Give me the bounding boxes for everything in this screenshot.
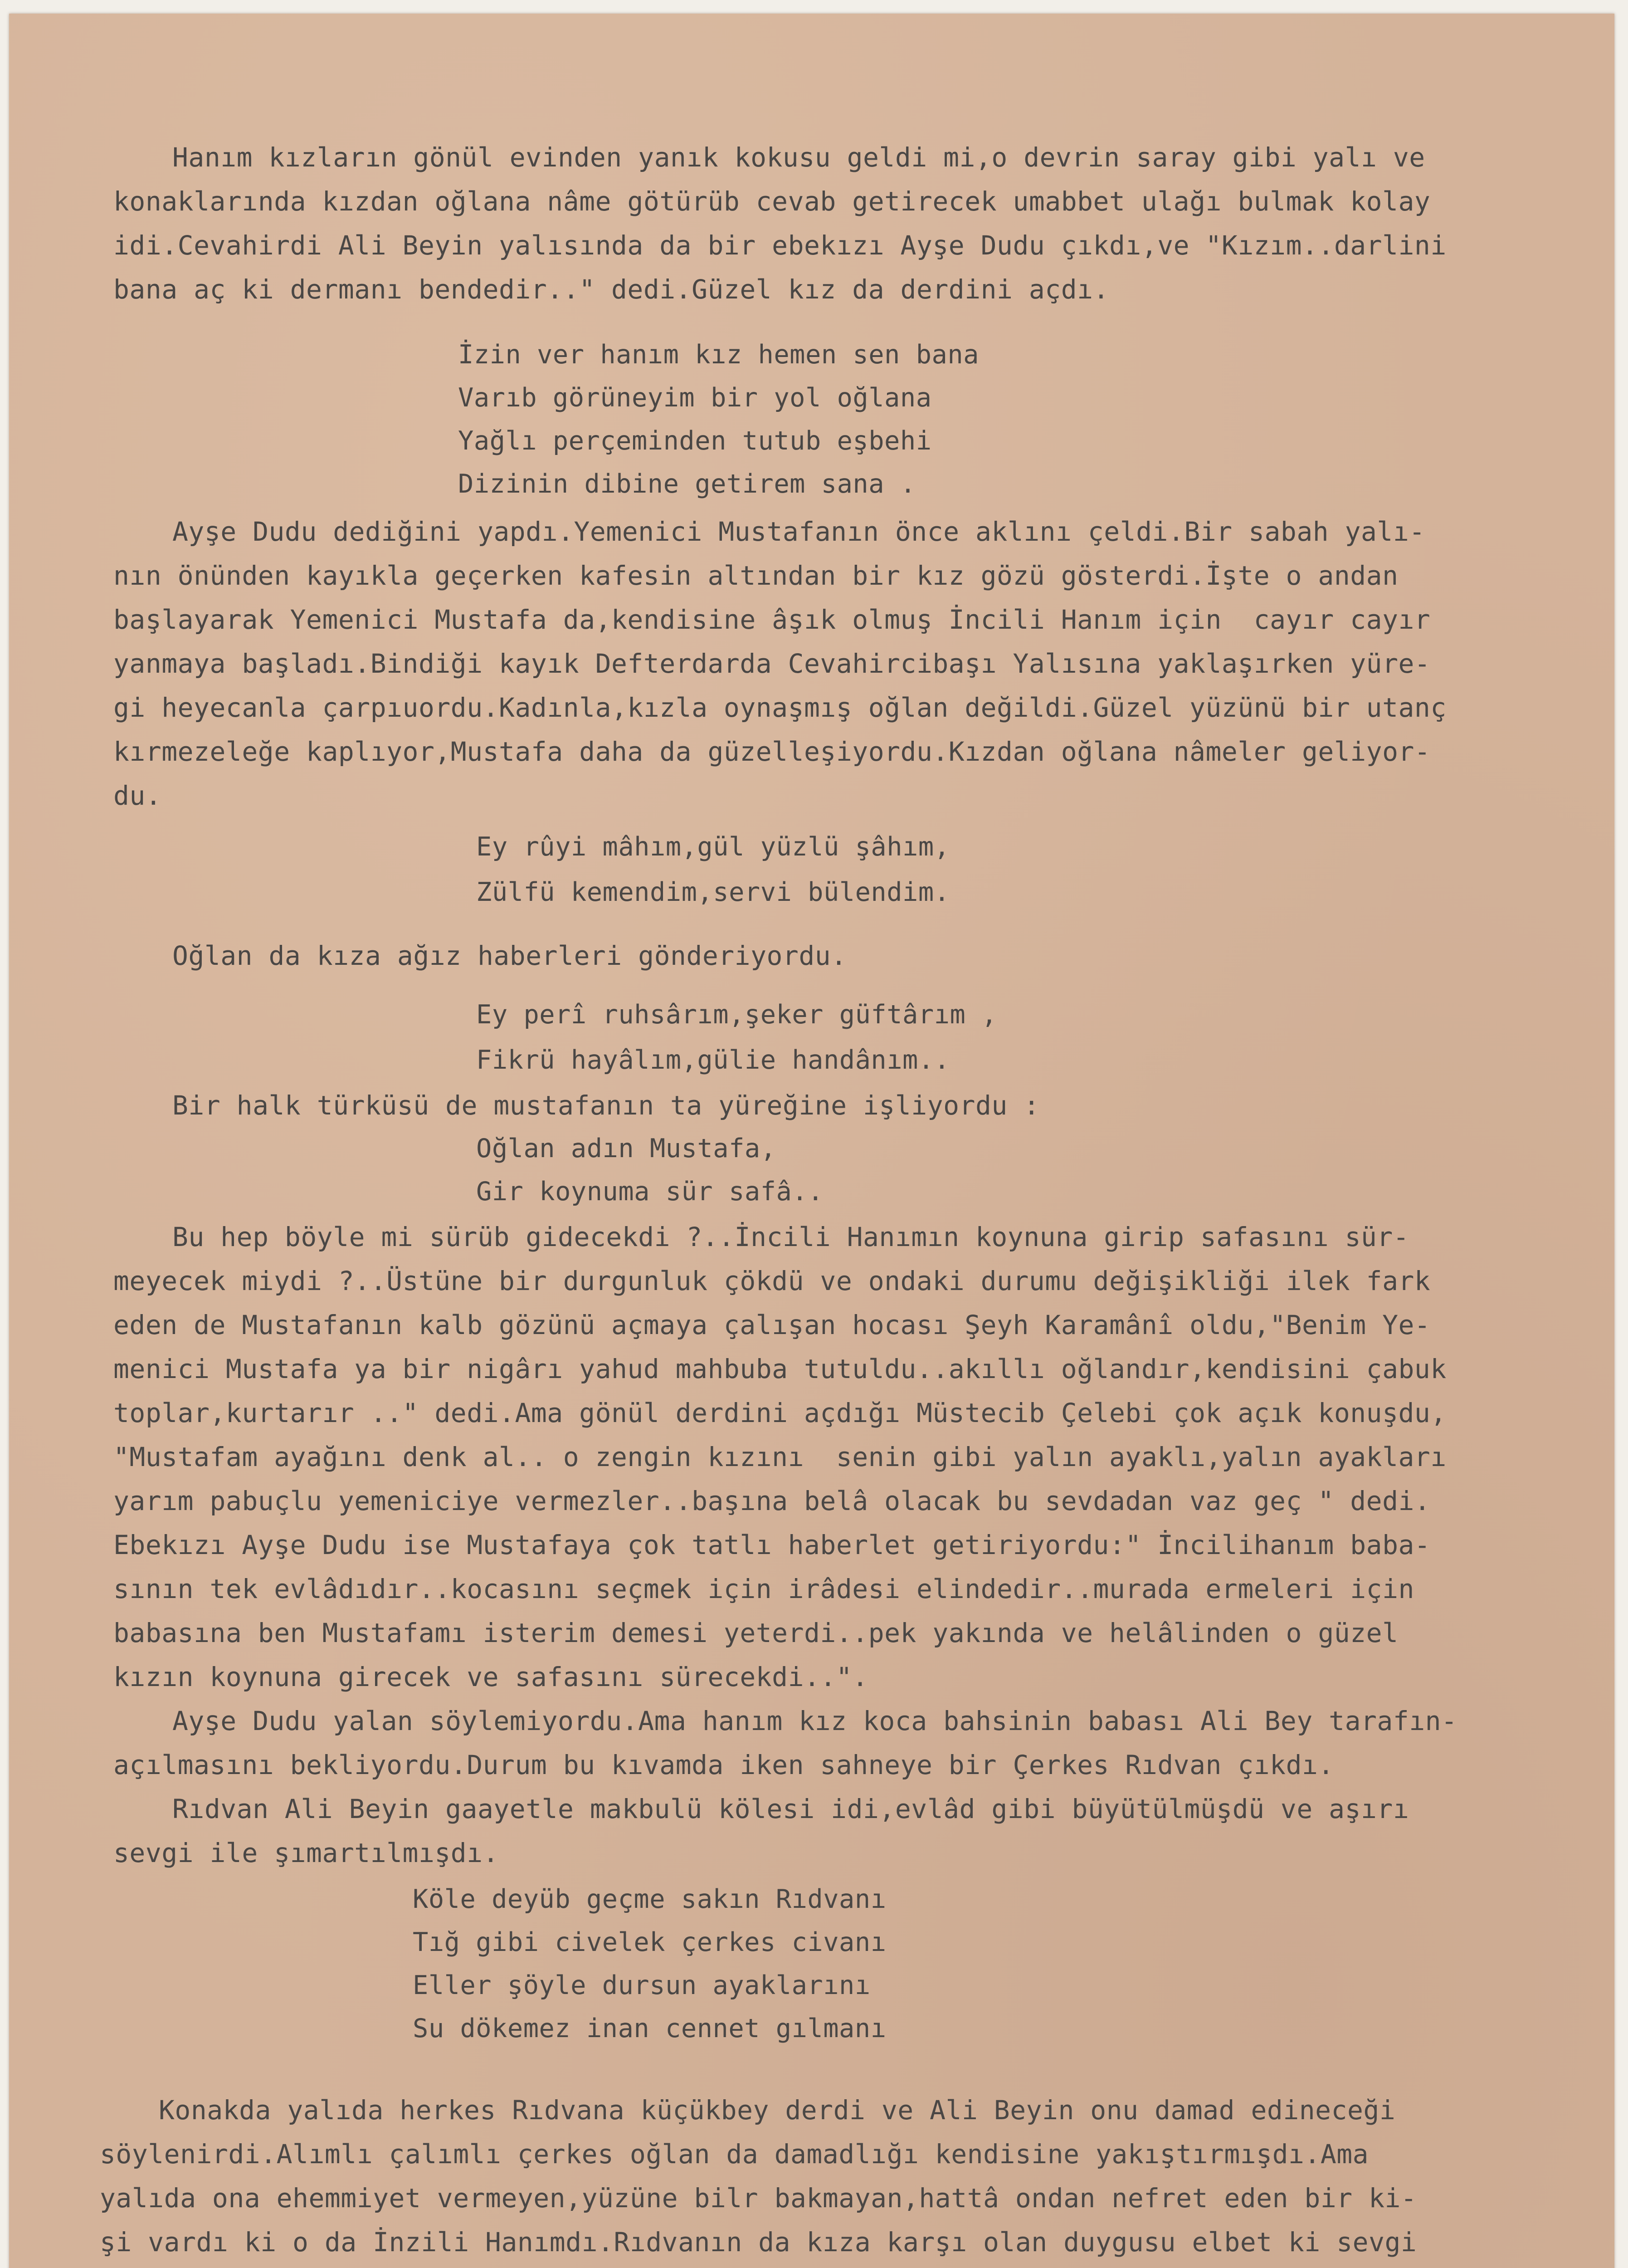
typewritten-page [9,14,1614,2268]
text-line: şi vardı ki o da İnzili Hanımdı.Rıdvanın da kıza karşı olan duygusu elbet ki sevgi [100,2227,1417,2258]
text-line: eden de Mustafanın kalb gözünü açmaya çalışan hocası Şeyh Karamânî oldu,"Benim Ye- [113,1310,1431,1340]
verse-line: Gir koynuma sür safâ.. [476,1177,824,1207]
text-line: yanmaya başladı.Bindiği kayık Defterdarda Cevahircibaşı Yalısına yaklaşırken yüre- [113,648,1431,679]
text-line: nın önünden kayıkla geçerken kafesin altından bir kız gözü gösterdi.İşte o andan [113,560,1399,591]
text-line: bana aç ki dermanı bendedir.." dedi.Güzel kız da derdini açdı. [113,274,1109,305]
text-line: sevgi ile şımartılmışdı. [113,1838,499,1868]
text-line: idi.Cevahirdi Ali Beyin yalısında da bir ebekızı Ayşe Dudu çıkdı,ve "Kızım..darlini [113,230,1447,261]
text-line: Konakda yalıda herkes Rıdvana küçükbey derdi ve Ali Beyin onu damad edineceği [159,2095,1396,2126]
text-line: söylenirdi.Alımlı çalımlı çerkes oğlan da damadlığı kendisine yakıştırmışdı.Ama [100,2139,1369,2170]
text-line: kızın koynuna girecek ve safasını sürecekdi..". [113,1662,868,1692]
text-line: yarım pabuçlu yemeniciye vermezler..başına belâ olacak bu sevdadan vaz geç " dedi. [113,1486,1431,1516]
text-line: Bir halk türküsü de mustafanın ta yüreğine işliyordu : [172,1090,1040,1121]
text-line: Ayşe Dudu dediğini yapdı.Yemenici Mustafanın önce aklını çeldi.Bir sabah yalı- [172,516,1425,547]
text-line: Oğlan da kıza ağız haberleri gönderiyordu. [172,940,847,971]
verse-line: Varıb görüneyim bir yol oğlana [458,383,932,413]
verse-line: Tığ gibi civelek çerkes civanı [413,1927,887,1957]
text-line: Hanım kızların gönül evinden yanık kokusu geldi mi,o devrin saray gibi yalı ve [172,142,1425,173]
text-line: sının tek evlâdıdır..kocasını seçmek için irâdesi elindedir..murada ermeleri için [113,1574,1414,1604]
verse-line: Eller şöyle dursun ayaklarını [413,1970,871,2000]
verse-line: Fikrü hayâlım,gülie handânım.. [476,1045,950,1075]
verse-line: Ey rûyi mâhım,gül yüzlü şâhım, [476,832,950,862]
verse-line: Ey perî ruhsârım,şeker güftârım , [476,1000,997,1030]
text-line: açılmasını bekliyordu.Durum bu kıvamda iken sahneye bir Çerkes Rıdvan çıkdı. [113,1750,1334,1780]
text-line: babasına ben Mustafamı isterim demesi yeterdi..pek yakında ve helâlinden o güzel [113,1618,1399,1648]
text-line: gi heyecanla çarpıuordu.Kadınla,kızla oynaşmış oğlan değildi.Güzel yüzünü bir utanç [113,692,1447,723]
verse-line: Oğlan adın Mustafa, [476,1134,776,1163]
verse-line: Zülfü kemendim,servi bülendim. [476,877,950,907]
text-line: Bu hep böyle mi sürüb gidecekdi ?..İncili Hanımın koynuna girip safasını sür- [172,1222,1409,1252]
verse-line: Yağlı perçeminden tutub eşbehi [458,426,932,456]
page-text [9,14,1614,2268]
verse-line: İzin ver hanım kız hemen sen bana [458,340,979,370]
text-line: "Mustafam ayağını denk al.. o zengin kızını senin gibi yalın ayaklı,yalın ayakları [113,1442,1447,1472]
text-line: menici Mustafa ya bir nigârı yahud mahbuba tutuldu..akıllı oğlandır,kendisini çabuk [113,1354,1447,1384]
verse-line: Köle deyüb geçme sakın Rıdvanı [413,1884,887,1914]
text-line: başlayarak Yemenici Mustafa da,kendisine âşık olmuş İncili Hanım için cayır cayır [113,604,1431,635]
text-line: meyecek miydi ?..Üstüne bir durgunluk çökdü ve ondaki durumu değişikliği ilek fark [113,1266,1431,1296]
text-line: kırmezeleğe kaplıyor,Mustafa daha da güzelleşiyordu.Kızdan oğlana nâmeler geliyor- [113,736,1431,767]
verse-line: Dizinin dibine getirem sana . [458,469,916,499]
text-line: toplar,kurtarır .." dedi.Ama gönül derdini açdığı Müstecib Çelebi çok açık konuşdu, [113,1398,1447,1428]
text-line: konaklarında kızdan oğlana nâme götürüb cevab getirecek umabbet ulağı bulmak kolay [113,186,1431,217]
text-line: yalıda ona ehemmiyet vermeyen,yüzüne bilr bakmayan,hattâ ondan nefret eden bir ki- [100,2183,1417,2214]
text-line: Ebekızı Ayşe Dudu ise Mustafaya çok tatlı haberlet getiriyordu:" İncilihanım baba- [113,1530,1431,1560]
verse-line: Su dökemez inan cennet gılmanı [413,2014,887,2043]
text-line: Ayşe Dudu yalan söylemiyordu.Ama hanım kız koca bahsinin babası Ali Bey tarafın- [172,1706,1457,1736]
text-line: du. [113,780,162,811]
text-line: Rıdvan Ali Beyin gaayetle makbulü kölesi idi,evlâd gibi büyütülmüşdü ve aşırı [172,1794,1409,1824]
